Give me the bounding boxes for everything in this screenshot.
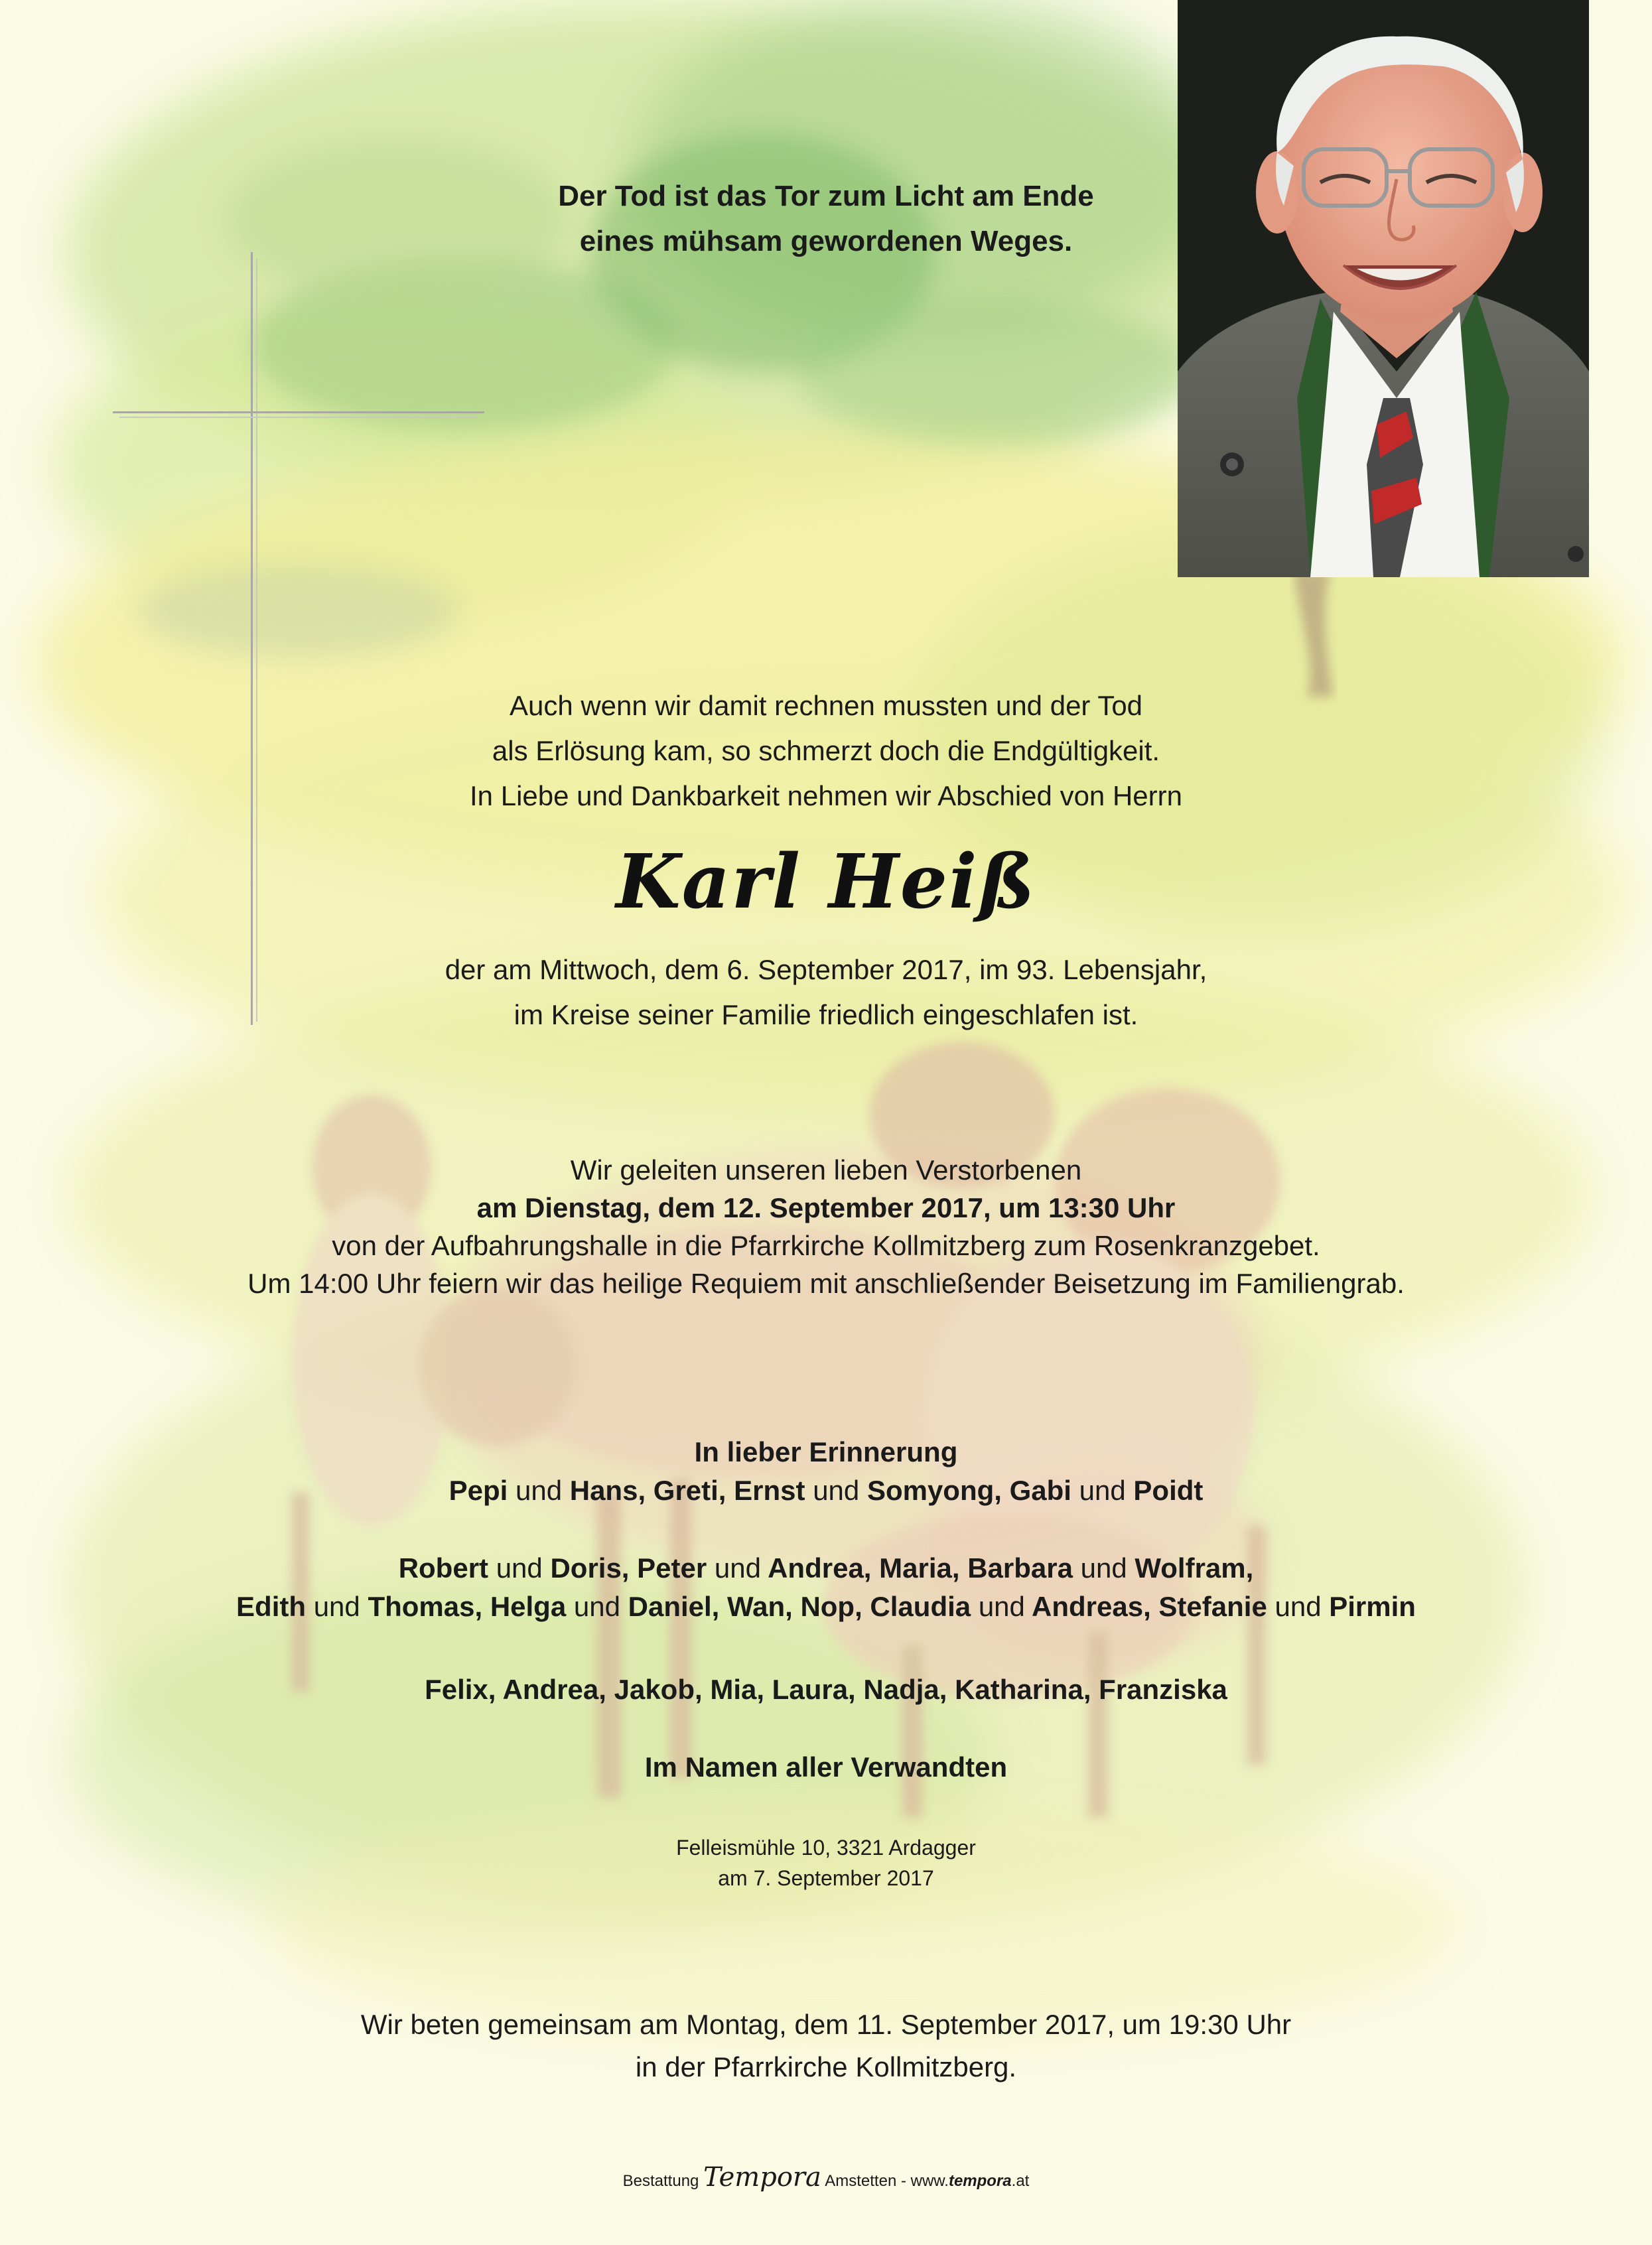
mourner-name: Somyong, <box>866 1475 1002 1506</box>
prayer-line: Wir beten gemeinsam am Montag, dem 11. September 2017, um 19:30 Uhr <box>360 2009 1292 2040</box>
quote-line: Der Tod ist das Tor zum Licht am Ende <box>558 180 1094 212</box>
prayer-notice <box>0 2004 1652 2088</box>
mourners-children <box>0 1433 1652 1510</box>
mourner-name: Greti, <box>653 1475 726 1506</box>
conjunction: und <box>1080 1552 1127 1584</box>
prayer-line: in der Pfarrkirche Kollmitzberg. <box>635 2051 1017 2082</box>
mourner-name: Edith <box>236 1591 307 1622</box>
mourner-name: Andrea, <box>768 1552 872 1584</box>
mourner-name: Wan, Nop, Claudia <box>727 1591 971 1622</box>
conjunction: und <box>714 1552 761 1584</box>
conjunction: und <box>1274 1591 1322 1622</box>
conjunction: und <box>573 1591 620 1622</box>
mourners-relatives: Im Namen aller Verwandten <box>644 1751 1008 1783</box>
death-line: der am Mittwoch, dem 6. September 2017, im 93. Lebensjahr, <box>445 954 1207 985</box>
address: Felleismühle 10, 3321 Ardagger <box>676 1836 976 1860</box>
conjunction: und <box>313 1591 360 1622</box>
mourner-name: Daniel, <box>628 1591 720 1622</box>
death-line: im Kreise seiner Familie friedlich eingeschlafen ist. <box>514 999 1138 1030</box>
funeral-line: von der Aufbahrungshalle in die Pfarrkirche Kollmitzberg zum Rosenkranzgebet. <box>332 1230 1320 1261</box>
mourner-name: Helga <box>490 1591 567 1622</box>
funeral-date: am Dienstag, dem 12. September 2017, um 13:30 Uhr <box>476 1192 1176 1223</box>
funeral-home-logo: Tempora <box>703 2162 821 2193</box>
conjunction: und <box>1079 1475 1126 1506</box>
mourner-name: Peter <box>637 1552 707 1584</box>
conjunction: und <box>496 1552 543 1584</box>
children-line <box>0 1471 1652 1510</box>
mourner-name: Thomas, <box>368 1591 483 1622</box>
intro-line: Auch wenn wir damit rechnen mussten und der Tod <box>509 690 1143 721</box>
mourner-name: Doris, <box>550 1552 630 1584</box>
mourner-name: Ernst <box>734 1475 805 1506</box>
footer-suffix: Amstetten - www. <box>825 2172 949 2190</box>
mourner-name: Maria, <box>879 1552 960 1584</box>
funeral-line: Wir geleiten unseren lieben Verstorbenen <box>570 1154 1082 1186</box>
deceased-name: Karl Heiß <box>616 839 1036 925</box>
death-notice <box>0 947 1652 1038</box>
mourners-grandchildren <box>0 1549 1652 1626</box>
grandchildren-line <box>0 1588 1652 1626</box>
mourner-name: Robert <box>398 1552 489 1584</box>
mourner-name: Stefanie <box>1158 1591 1267 1622</box>
address-block <box>0 1832 1652 1893</box>
mourner-name: Andreas, <box>1032 1591 1151 1622</box>
mourner-name: Barbara <box>967 1552 1073 1584</box>
conjunction: und <box>978 1591 1025 1622</box>
conjunction: und <box>813 1475 860 1506</box>
funeral-line: Um 14:00 Uhr feiern wir das heilige Requiem mit anschließender Beisetzung im Familiengrab. <box>247 1268 1405 1299</box>
funeral-home-footer <box>0 2164 1652 2195</box>
mourner-name: Gabi <box>1009 1475 1071 1506</box>
footer-prefix: Bestattung <box>622 2172 699 2190</box>
grandchildren-line <box>0 1549 1652 1588</box>
mourner-name: Wolfram, <box>1135 1552 1254 1584</box>
mourner-name: Poidt <box>1133 1475 1204 1506</box>
intro-paragraph <box>0 683 1652 819</box>
notice-date: am 7. September 2017 <box>718 1866 934 1890</box>
footer-tld: .at <box>1011 2172 1030 2190</box>
conjunction: und <box>515 1475 563 1506</box>
mourner-name: Pirmin <box>1329 1591 1416 1622</box>
quote-line: eines mühsam gewordenen Weges. <box>579 225 1073 257</box>
opening-quote <box>0 174 1652 264</box>
intro-line: als Erlösung kam, so schmerzt doch die Endgültigkeit. <box>492 735 1160 766</box>
funeral-details <box>0 1151 1652 1302</box>
mourner-name: Pepi <box>448 1475 508 1506</box>
mourner-name: Hans, <box>569 1475 646 1506</box>
intro-line: In Liebe und Dankbarkeit nehmen wir Abschied von Herrn <box>470 780 1182 811</box>
mourners-great-grandchildren: Felix, Andrea, Jakob, Mia, Laura, Nadja, Katharina, Franziska <box>425 1674 1227 1705</box>
portrait-photo <box>1178 0 1589 577</box>
mourners-heading: In lieber Erinnerung <box>694 1436 958 1467</box>
footer-web-brand: tempora <box>948 2172 1012 2190</box>
